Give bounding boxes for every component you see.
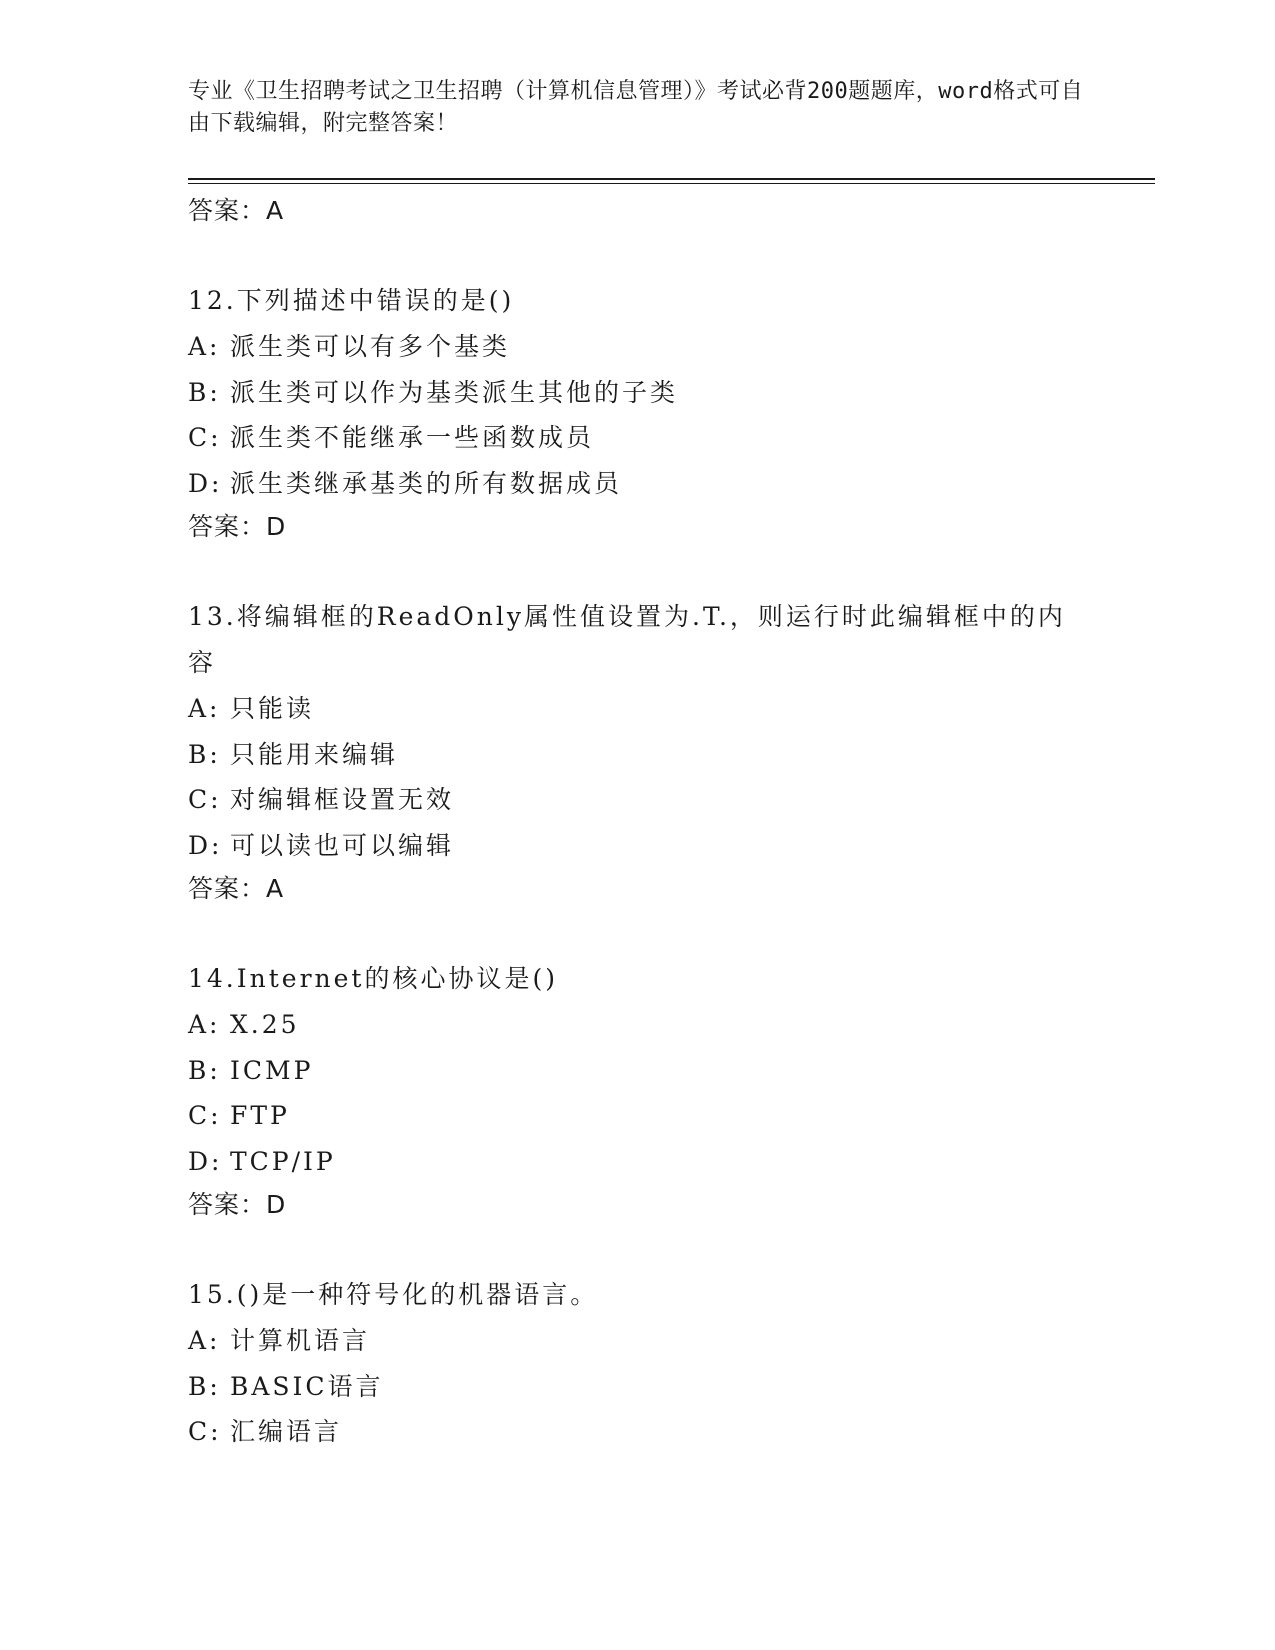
option-c [188, 1409, 1088, 1455]
question-block [188, 1272, 1088, 1455]
option-label: C: [188, 1101, 222, 1130]
option-label: C: [188, 1417, 222, 1446]
question-text: 12.下列描述中错误的是() [188, 286, 515, 315]
question-block [188, 278, 1088, 548]
option-label: D: [188, 468, 223, 498]
document-header: 专业《卫生招聘考试之卫生招聘（计算机信息管理）》考试必背200题题库，word格式可自由下载编辑，附完整答案！ [188, 79, 1084, 136]
option-c [188, 777, 1088, 823]
answer-line: 答案：A [188, 874, 285, 903]
option-label: A: [188, 1010, 221, 1039]
option-text: 派生类可以有多个基类 [230, 332, 511, 361]
answer-line: 答案：D [188, 512, 287, 541]
question-block [188, 594, 1088, 910]
option-b [188, 732, 1088, 778]
question-list [188, 190, 1088, 1455]
option-a [188, 1002, 1088, 1048]
question-text: 14.Internet的核心协议是() [188, 964, 558, 993]
option-label: B: [188, 377, 221, 407]
option-text: TCP/IP [230, 1146, 336, 1176]
option-label: B: [188, 1055, 221, 1085]
option-text: 只能读 [230, 694, 315, 723]
option-text: 只能用来编辑 [230, 739, 399, 769]
option-label: A: [188, 694, 221, 723]
answer-line: 答案：A [188, 196, 285, 225]
option-label: D: [188, 1146, 223, 1176]
option-label: A: [188, 332, 221, 361]
option-text: 可以读也可以编辑 [230, 830, 455, 860]
option-text: X.25 [230, 1010, 300, 1039]
option-a [188, 1318, 1088, 1364]
option-text: 派生类可以作为基类派生其他的子类 [230, 377, 679, 407]
answer-line: 答案：D [188, 1190, 287, 1219]
option-text: 汇编语言 [230, 1417, 343, 1446]
option-b [188, 1048, 1088, 1094]
option-label: D: [188, 830, 223, 860]
option-d [188, 461, 1088, 507]
question-text: 15.()是一种符号化的机器语言。 [188, 1280, 599, 1309]
option-text: 派生类不能继承一些函数成员 [230, 423, 595, 452]
option-text: 派生类继承基类的所有数据成员 [230, 468, 623, 498]
option-label: C: [188, 785, 222, 814]
option-a [188, 686, 1088, 732]
option-text: ICMP [230, 1055, 314, 1085]
option-d [188, 1139, 1088, 1185]
header-divider [188, 178, 1155, 180]
option-label: C: [188, 423, 222, 452]
option-b [188, 1364, 1088, 1410]
question-block [188, 956, 1088, 1226]
option-label: B: [188, 739, 221, 769]
option-c [188, 1093, 1088, 1139]
option-d [188, 823, 1088, 869]
option-b [188, 370, 1088, 416]
option-c [188, 415, 1088, 461]
option-text: FTP [230, 1101, 290, 1130]
option-a [188, 324, 1088, 370]
option-text: 计算机语言 [230, 1326, 371, 1355]
question-text: 13.将编辑框的ReadOnly属性值设置为.T.，则运行时此编辑框中的内容 [188, 602, 1066, 677]
option-text: BASIC语言 [230, 1371, 384, 1401]
option-label: A: [188, 1326, 221, 1355]
option-label: B: [188, 1371, 221, 1401]
header-divider-thin [188, 183, 1155, 184]
option-text: 对编辑框设置无效 [230, 785, 455, 814]
